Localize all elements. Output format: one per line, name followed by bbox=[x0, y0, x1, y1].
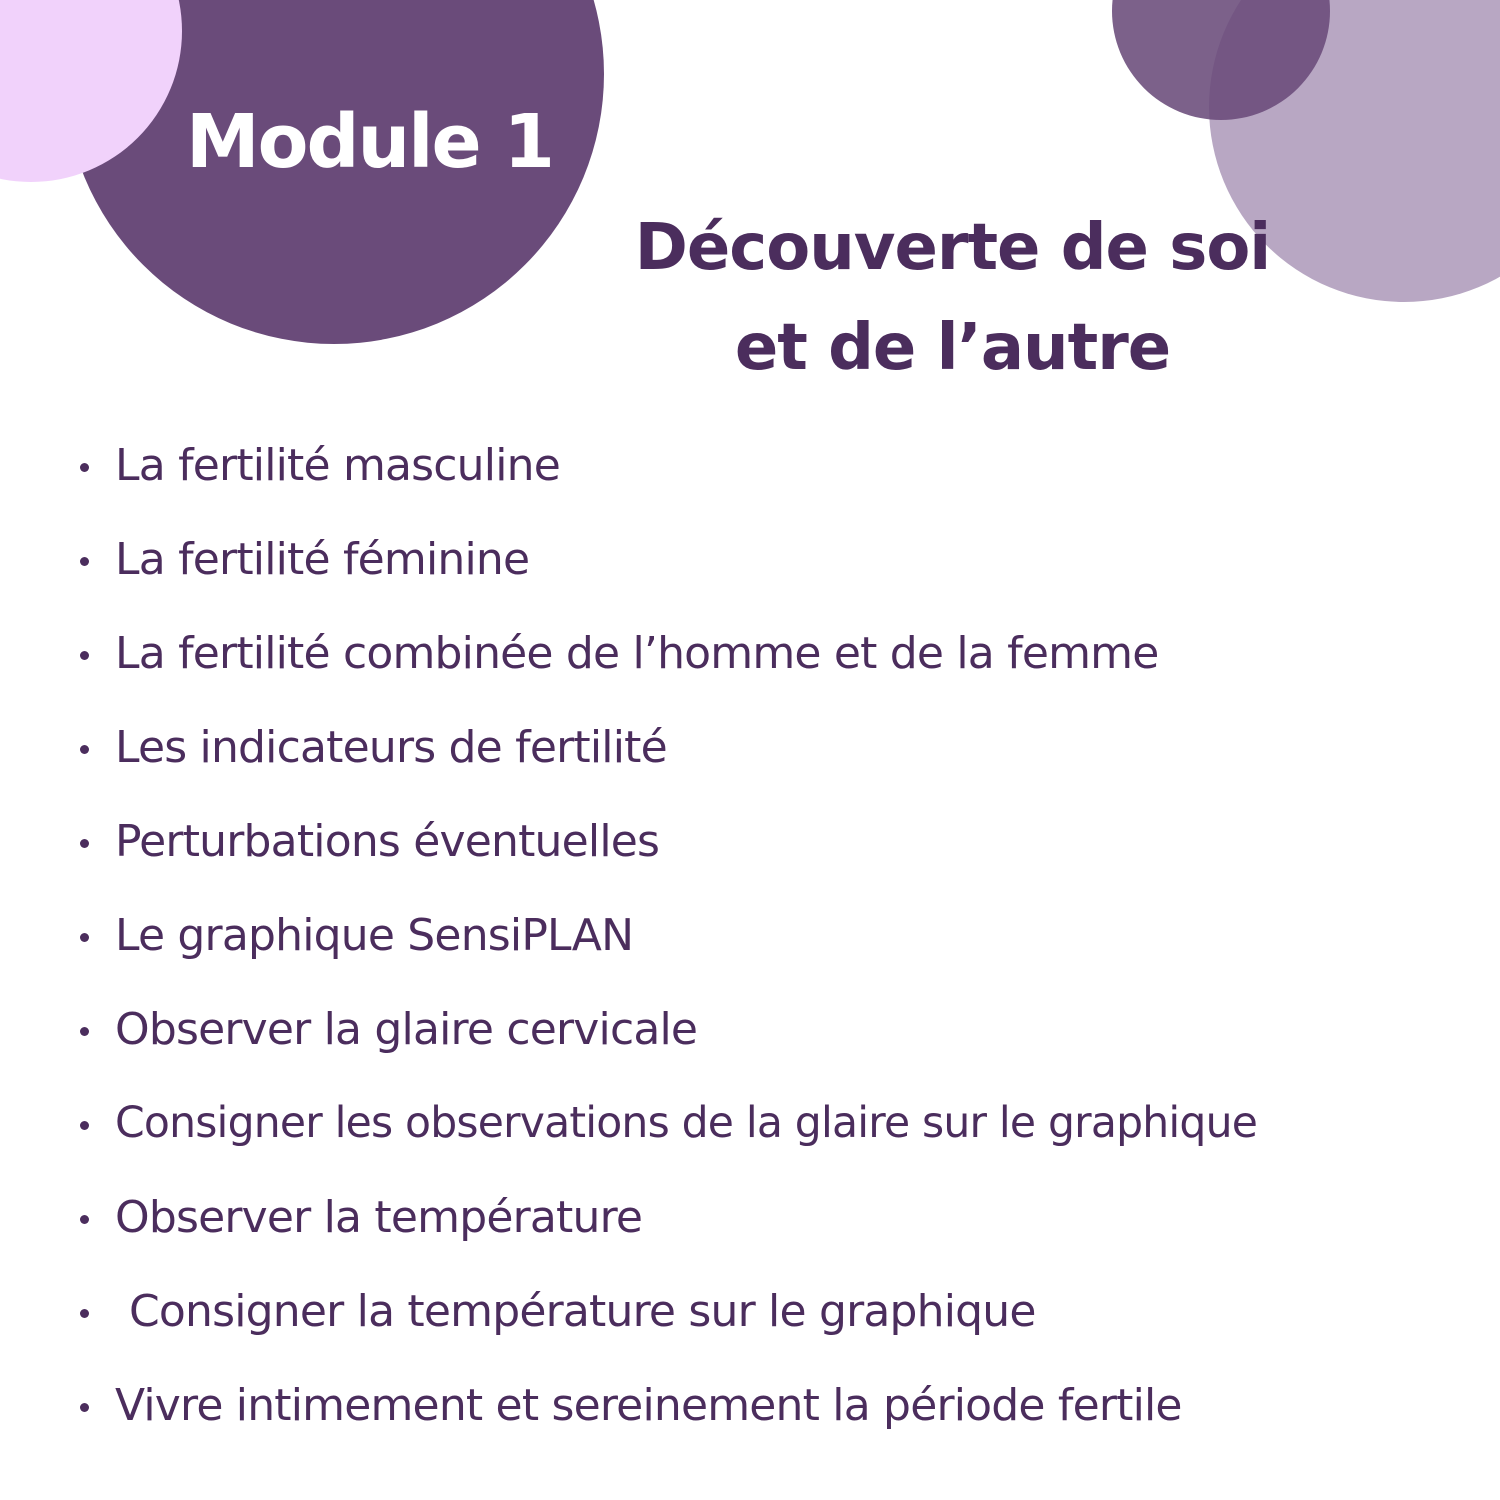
list-item bbox=[80, 906, 1257, 1000]
list-item-text: La fertilité féminine bbox=[115, 534, 530, 585]
bullet-icon bbox=[80, 745, 89, 754]
headline-line-2: et de l’autre bbox=[734, 311, 1171, 385]
list-item bbox=[80, 624, 1257, 718]
headline-line-1: Découverte de soi bbox=[634, 211, 1271, 285]
bullet-icon bbox=[80, 933, 89, 942]
list-item-text: Consigner les observations de la glaire sur le graphique bbox=[115, 1099, 1258, 1148]
list-item bbox=[80, 436, 1257, 530]
bullet-icon bbox=[80, 557, 89, 566]
list-item-text: Consigner la température sur le graphique bbox=[129, 1286, 1036, 1337]
bullet-icon bbox=[80, 839, 89, 848]
list-item-text: Observer la température bbox=[115, 1192, 643, 1243]
bullet-icon bbox=[80, 1309, 89, 1318]
topic-list bbox=[80, 436, 1257, 1470]
list-item bbox=[80, 1282, 1257, 1376]
list-item bbox=[80, 1094, 1257, 1188]
list-item bbox=[80, 718, 1257, 812]
bullet-icon bbox=[80, 1403, 89, 1412]
list-item-text: Le graphique SensiPLAN bbox=[115, 910, 634, 961]
bullet-icon bbox=[80, 651, 89, 660]
list-item-text: Vivre intimement et sereinement la période fertile bbox=[115, 1380, 1182, 1431]
list-item bbox=[80, 1188, 1257, 1282]
list-item-text: La fertilité combinée de l’homme et de la femme bbox=[115, 628, 1159, 679]
list-item-text: Perturbations éventuelles bbox=[115, 816, 660, 867]
headline bbox=[580, 198, 1325, 398]
list-item bbox=[80, 812, 1257, 906]
list-item bbox=[80, 1000, 1257, 1094]
list-item bbox=[80, 1376, 1257, 1470]
bullet-icon bbox=[80, 463, 89, 472]
list-item-text: Observer la glaire cervicale bbox=[115, 1004, 698, 1055]
bullet-icon bbox=[80, 1027, 89, 1036]
list-item bbox=[80, 530, 1257, 624]
module-title: Module 1 bbox=[186, 99, 553, 185]
list-item-text: Les indicateurs de fertilité bbox=[115, 722, 667, 773]
bullet-icon bbox=[80, 1121, 89, 1130]
bullet-icon bbox=[80, 1215, 89, 1224]
list-item-text: La fertilité masculine bbox=[115, 440, 560, 491]
